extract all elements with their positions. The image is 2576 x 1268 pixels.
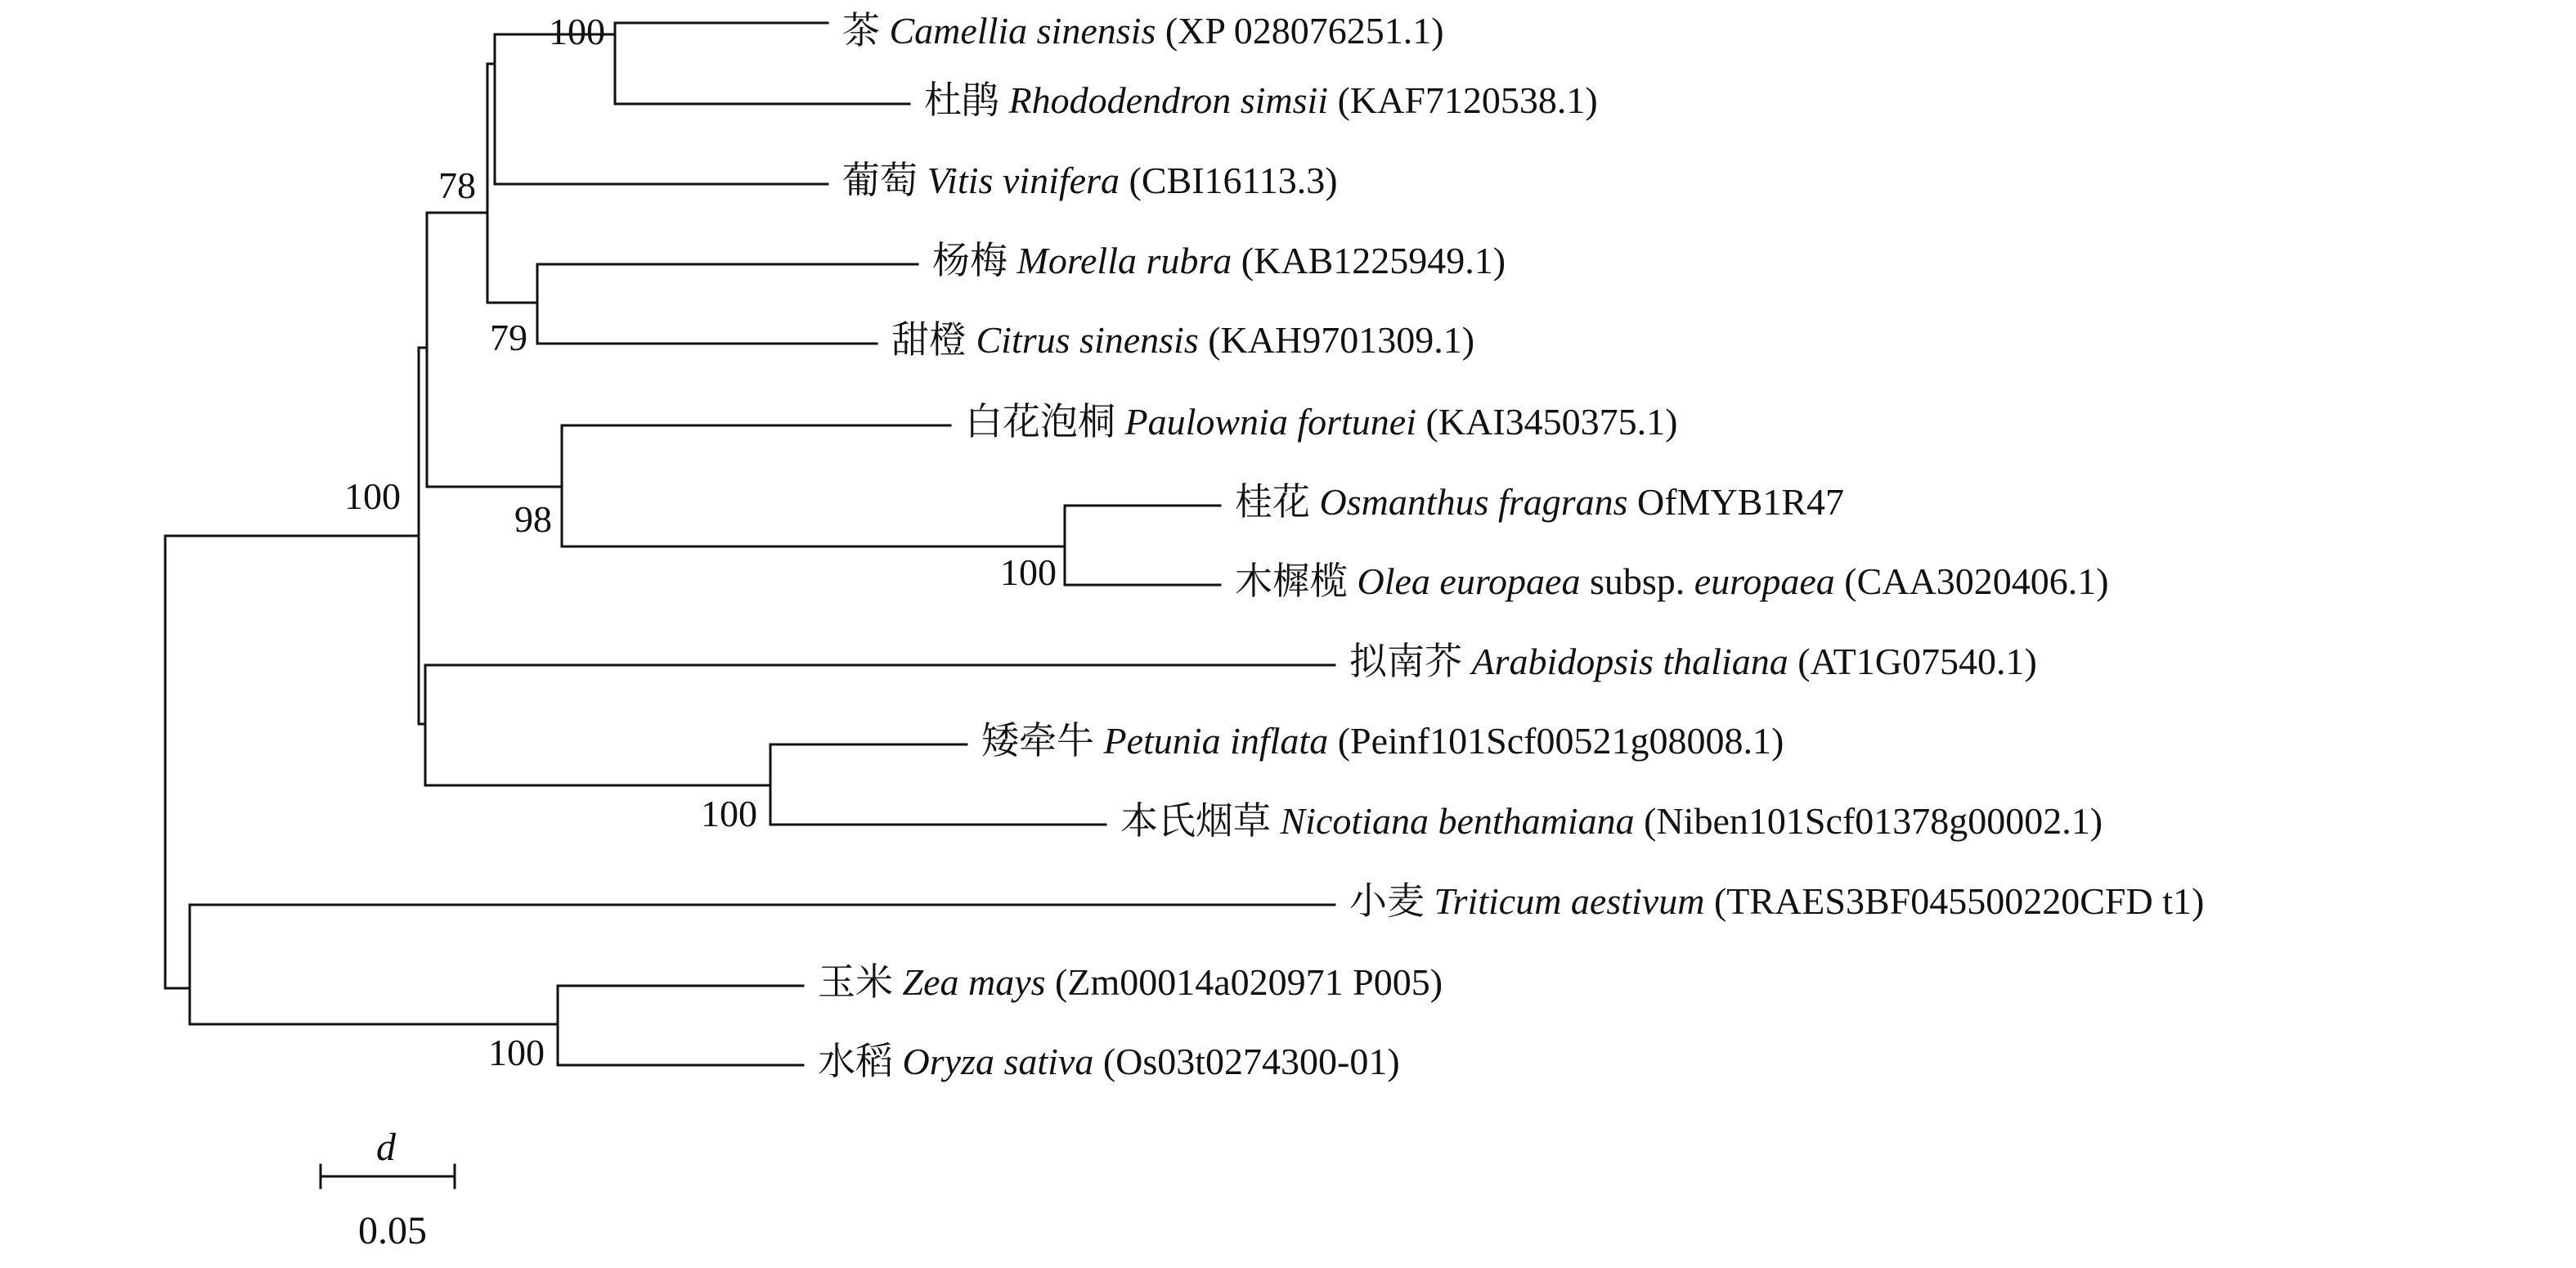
taxon-label: 本氏烟草 Nicotiana benthamiana (Niben101Scf01378g00002.1) xyxy=(1120,799,2103,842)
taxon-label: 拟南芥 Arabidopsis thaliana (AT1G07540.1) xyxy=(1349,640,2037,682)
taxon-label: 白花泡桐 Paulownia fortunei (KAI3450375.1) xyxy=(965,400,1678,443)
bootstrap-eudicot-clade: 100 xyxy=(344,475,401,517)
scale-bar-value: 0.05 xyxy=(358,1209,427,1252)
bootstrap-paulownia-clade: 98 xyxy=(514,498,552,540)
scale-bar-symbol: d xyxy=(376,1126,396,1169)
taxon-label: 玉米 Zea mays (Zm00014a020971 P005) xyxy=(818,960,1443,1003)
taxon-label: 桂花 Osmanthus fragrans OfMYB1R47 xyxy=(1235,480,1845,523)
taxon-label: 木樨榄 Olea europaea subsp. europaea (CAA3020406.1) xyxy=(1235,560,2109,602)
bootstrap-osmanthus-olea: 100 xyxy=(1000,551,1057,593)
taxon-label: 矮牵牛 Petunia inflata (Peinf101Scf00521g08008.1) xyxy=(981,719,1784,762)
taxon-label: 葡萄 Vitis vinifera (CBI16113.3) xyxy=(842,159,1338,201)
scale-bar xyxy=(321,1126,455,1252)
taxon-label: 水稻 Oryza sativa (Os03t0274300-01) xyxy=(818,1040,1400,1082)
taxon-label: 甜橙 Citrus sinensis (KAH9701309.1) xyxy=(891,318,1475,361)
bootstrap-upper-clade: 78 xyxy=(438,164,476,206)
taxon-label: 茶 Camellia sinensis (XP 028076251.1) xyxy=(842,9,1444,52)
taxon-label: 杨梅 Morella rubra (KAB1225949.1) xyxy=(932,239,1506,281)
bootstrap-tea-rhododendron: 100 xyxy=(549,11,605,52)
bootstrap-petunia-nicotiana: 100 xyxy=(701,793,757,834)
taxon-label: 小麦 Triticum aestivum (TRAES3BF045500220CFD t1) xyxy=(1349,879,2205,922)
bootstrap-morella-citrus: 79 xyxy=(490,317,527,358)
bootstrap-zea-oryza: 100 xyxy=(488,1032,545,1073)
taxon-label: 杜鹃 Rhododendron simsii (KAF7120538.1) xyxy=(924,79,1598,121)
